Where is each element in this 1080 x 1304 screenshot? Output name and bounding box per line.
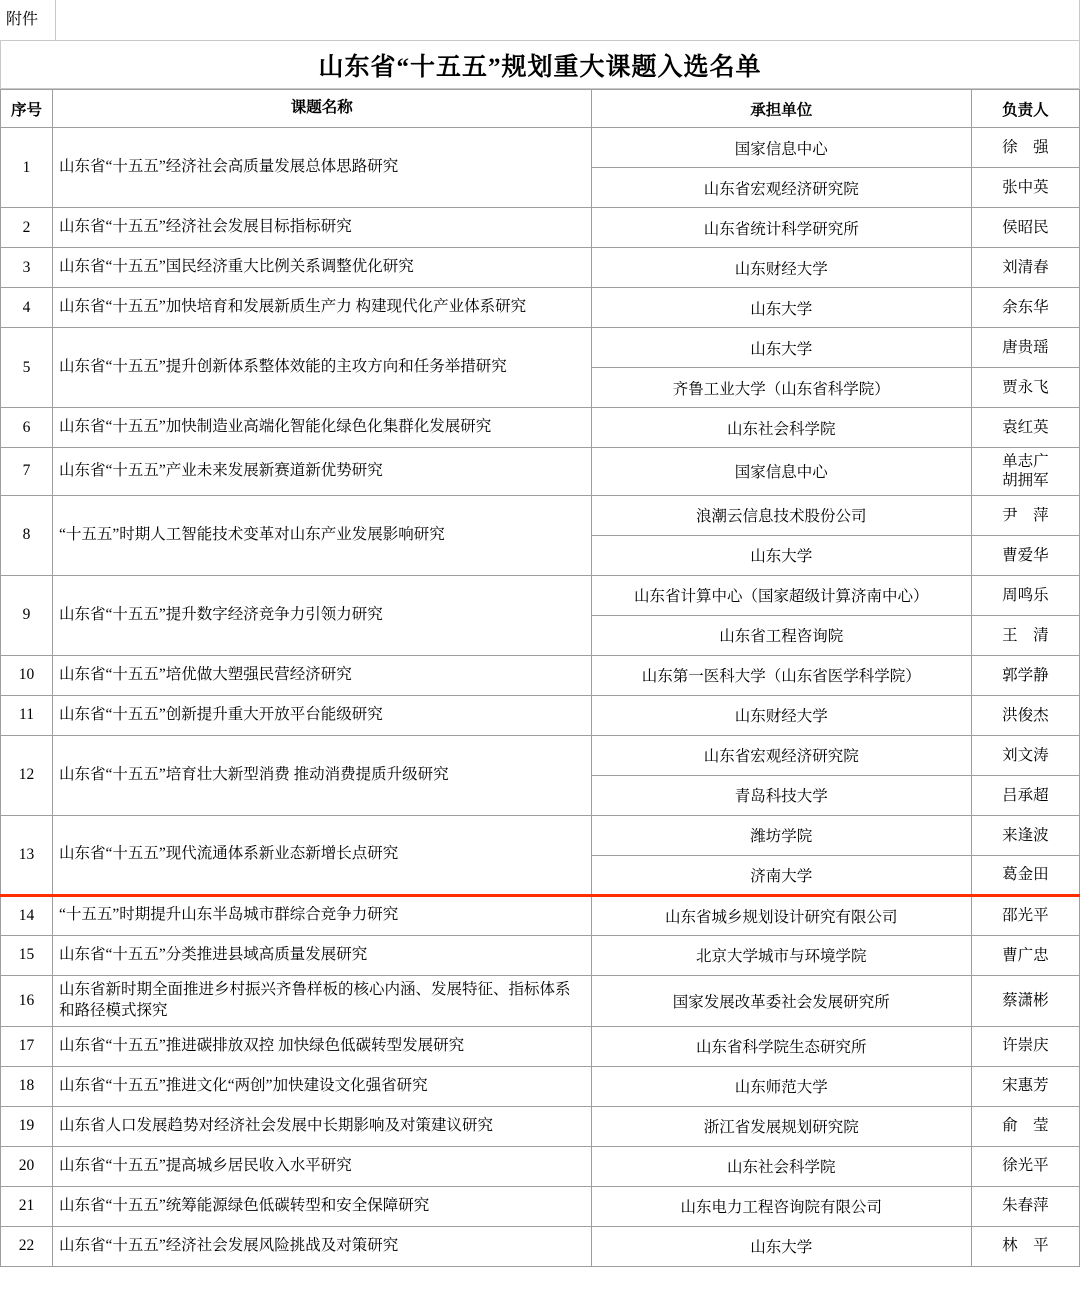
- row-index: 13: [1, 815, 53, 895]
- table-header: [1, 90, 1080, 128]
- row-index: 20: [1, 1146, 53, 1186]
- person-in-charge: 俞 莹: [971, 1106, 1079, 1146]
- undertaking-unit: 山东财经大学: [591, 248, 971, 288]
- topic-name: 山东省“十五五”加快培育和发展新质生产力 构建现代化产业体系研究: [53, 288, 591, 328]
- table-row: [1, 408, 1080, 448]
- person-in-charge: 蔡潇彬: [971, 975, 1079, 1026]
- topic-name: 山东省“十五五”提升创新体系整体效能的主攻方向和任务举措研究: [53, 328, 591, 408]
- undertaking-unit: 山东第一医科大学（山东省医学科学院）: [591, 655, 971, 695]
- topic-name: 山东省“十五五”推进文化“两创”加快建设文化强省研究: [53, 1066, 591, 1106]
- table-row: [1, 1226, 1080, 1266]
- table-row: [1, 1026, 1080, 1066]
- row-index: 4: [1, 288, 53, 328]
- person-in-charge: 单志广 胡拥军: [971, 448, 1079, 496]
- table-row: [1, 1066, 1080, 1106]
- person-in-charge: 林 平: [971, 1226, 1079, 1266]
- table-row: [1, 575, 1080, 615]
- selected-topics-table: [0, 89, 1080, 1267]
- person-in-charge: 侯昭民: [971, 208, 1079, 248]
- table-header-row: [1, 90, 1080, 128]
- undertaking-unit: 山东财经大学: [591, 695, 971, 735]
- undertaking-unit: 山东大学: [591, 1226, 971, 1266]
- table-row: [1, 448, 1080, 496]
- person-in-charge: 朱春萍: [971, 1186, 1079, 1226]
- topic-name: 山东省“十五五”提高城乡居民收入水平研究: [53, 1146, 591, 1186]
- undertaking-unit: 山东电力工程咨询院有限公司: [591, 1186, 971, 1226]
- person-in-charge: 袁红英: [971, 408, 1079, 448]
- table-row: [1, 328, 1080, 368]
- table-row: [1, 975, 1080, 1026]
- person-in-charge: 余东华: [971, 288, 1079, 328]
- person-in-charge: 吕承超: [971, 775, 1079, 815]
- person-in-charge: 王 清: [971, 615, 1079, 655]
- row-index: 5: [1, 328, 53, 408]
- attachment-label: 附件: [0, 0, 56, 40]
- undertaking-unit: 浪潮云信息技术股份公司: [591, 495, 971, 535]
- topic-name: 山东省“十五五”经济社会发展目标指标研究: [53, 208, 591, 248]
- table-row: [1, 695, 1080, 735]
- undertaking-unit: 北京大学城市与环境学院: [591, 935, 971, 975]
- row-index: 6: [1, 408, 53, 448]
- person-in-charge: 葛金田: [971, 855, 1079, 895]
- topic-name: 山东省“十五五”经济社会发展风险挑战及对策研究: [53, 1226, 591, 1266]
- column-header-name: 课题名称: [53, 90, 591, 128]
- topic-name: 山东省“十五五”统筹能源绿色低碳转型和安全保障研究: [53, 1186, 591, 1226]
- person-in-charge: 曹爱华: [971, 535, 1079, 575]
- row-index: 17: [1, 1026, 53, 1066]
- undertaking-unit: 山东省计算中心（国家超级计算济南中心）: [591, 575, 971, 615]
- topic-name: 山东省“十五五”国民经济重大比例关系调整优化研究: [53, 248, 591, 288]
- undertaking-unit: 青岛科技大学: [591, 775, 971, 815]
- person-in-charge: 徐 强: [971, 128, 1079, 168]
- row-index: 9: [1, 575, 53, 655]
- topic-name: “十五五”时期提升山东半岛城市群综合竞争力研究: [53, 895, 591, 935]
- row-index: 2: [1, 208, 53, 248]
- person-in-charge: 唐贵瑶: [971, 328, 1079, 368]
- table-row: [1, 735, 1080, 775]
- topic-name: 山东省新时期全面推进乡村振兴齐鲁样板的核心内涵、发展特征、指标体系和路径模式探究: [53, 975, 591, 1026]
- person-in-charge: 许崇庆: [971, 1026, 1079, 1066]
- person-in-charge: 郭学静: [971, 655, 1079, 695]
- row-index: 18: [1, 1066, 53, 1106]
- table-row: [1, 248, 1080, 288]
- undertaking-unit: 山东大学: [591, 328, 971, 368]
- table-row: [1, 128, 1080, 168]
- row-index: 12: [1, 735, 53, 815]
- person-in-charge: 刘清春: [971, 248, 1079, 288]
- row-index: 7: [1, 448, 53, 496]
- title-band: [0, 41, 1080, 89]
- person-in-charge: 贾永飞: [971, 368, 1079, 408]
- table-row: [1, 208, 1080, 248]
- undertaking-unit: 山东省城乡规划设计研究有限公司: [591, 895, 971, 935]
- person-in-charge: 周鸣乐: [971, 575, 1079, 615]
- row-index: 11: [1, 695, 53, 735]
- column-header-org: 承担单位: [591, 90, 971, 128]
- undertaking-unit: 国家发展改革委社会发展研究所: [591, 975, 971, 1026]
- topic-name: 山东省“十五五”培育壮大新型消费 推动消费提质升级研究: [53, 735, 591, 815]
- row-index: 22: [1, 1226, 53, 1266]
- table-row: [1, 655, 1080, 695]
- undertaking-unit: 山东社会科学院: [591, 1146, 971, 1186]
- column-header-no: 序号: [1, 90, 53, 128]
- undertaking-unit: 山东省科学院生态研究所: [591, 1026, 971, 1066]
- topic-name: 山东省“十五五”推进碳排放双控 加快绿色低碳转型发展研究: [53, 1026, 591, 1066]
- topic-name: 山东省“十五五”产业未来发展新赛道新优势研究: [53, 448, 591, 496]
- person-in-charge: 宋惠芳: [971, 1066, 1079, 1106]
- person-in-charge: 刘文涛: [971, 735, 1079, 775]
- table-row: [1, 895, 1080, 935]
- attachment-blank-cell: [56, 0, 1080, 40]
- topic-name: 山东省“十五五”现代流通体系新业态新增长点研究: [53, 815, 591, 895]
- person-in-charge: 张中英: [971, 168, 1079, 208]
- undertaking-unit: 济南大学: [591, 855, 971, 895]
- topic-name: 山东省“十五五”培优做大塑强民营经济研究: [53, 655, 591, 695]
- row-index: 14: [1, 895, 53, 935]
- column-header-person: 负责人: [971, 90, 1079, 128]
- table-row: [1, 495, 1080, 535]
- table-row: [1, 935, 1080, 975]
- person-in-charge: 徐光平: [971, 1146, 1079, 1186]
- topic-name: “十五五”时期人工智能技术变革对山东产业发展影响研究: [53, 495, 591, 575]
- person-in-charge: 邵光平: [971, 895, 1079, 935]
- table-row: [1, 1186, 1080, 1226]
- undertaking-unit: 山东省宏观经济研究院: [591, 168, 971, 208]
- table-body: [1, 128, 1080, 1267]
- person-in-charge: 尹 萍: [971, 495, 1079, 535]
- undertaking-unit: 山东社会科学院: [591, 408, 971, 448]
- row-index: 15: [1, 935, 53, 975]
- row-index: 3: [1, 248, 53, 288]
- person-in-charge: 曹广忠: [971, 935, 1079, 975]
- undertaking-unit: 山东省宏观经济研究院: [591, 735, 971, 775]
- table-row: [1, 288, 1080, 328]
- row-index: 1: [1, 128, 53, 208]
- person-in-charge: 洪俊杰: [971, 695, 1079, 735]
- table-row: [1, 1146, 1080, 1186]
- attachment-row: [0, 0, 1080, 41]
- undertaking-unit: 国家信息中心: [591, 128, 971, 168]
- person-in-charge: 来逢波: [971, 815, 1079, 855]
- undertaking-unit: 潍坊学院: [591, 815, 971, 855]
- topic-name: 山东省“十五五”创新提升重大开放平台能级研究: [53, 695, 591, 735]
- row-index: 16: [1, 975, 53, 1026]
- table-row: [1, 1106, 1080, 1146]
- row-index: 8: [1, 495, 53, 575]
- row-index: 10: [1, 655, 53, 695]
- page-title: 山东省“十五五”规划重大课题入选名单: [318, 53, 762, 81]
- undertaking-unit: 齐鲁工业大学（山东省科学院）: [591, 368, 971, 408]
- topic-name: 山东省“十五五”提升数字经济竞争力引领力研究: [53, 575, 591, 655]
- table-row: [1, 815, 1080, 855]
- topic-name: 山东省人口发展趋势对经济社会发展中长期影响及对策建议研究: [53, 1106, 591, 1146]
- undertaking-unit: 山东省统计科学研究所: [591, 208, 971, 248]
- row-index: 21: [1, 1186, 53, 1226]
- undertaking-unit: 山东师范大学: [591, 1066, 971, 1106]
- undertaking-unit: 浙江省发展规划研究院: [591, 1106, 971, 1146]
- row-index: 19: [1, 1106, 53, 1146]
- undertaking-unit: 山东大学: [591, 535, 971, 575]
- topic-name: 山东省“十五五”加快制造业高端化智能化绿色化集群化发展研究: [53, 408, 591, 448]
- undertaking-unit: 山东大学: [591, 288, 971, 328]
- undertaking-unit: 山东省工程咨询院: [591, 615, 971, 655]
- topic-name: 山东省“十五五”分类推进县域高质量发展研究: [53, 935, 591, 975]
- topic-name: 山东省“十五五”经济社会高质量发展总体思路研究: [53, 128, 591, 208]
- undertaking-unit: 国家信息中心: [591, 448, 971, 496]
